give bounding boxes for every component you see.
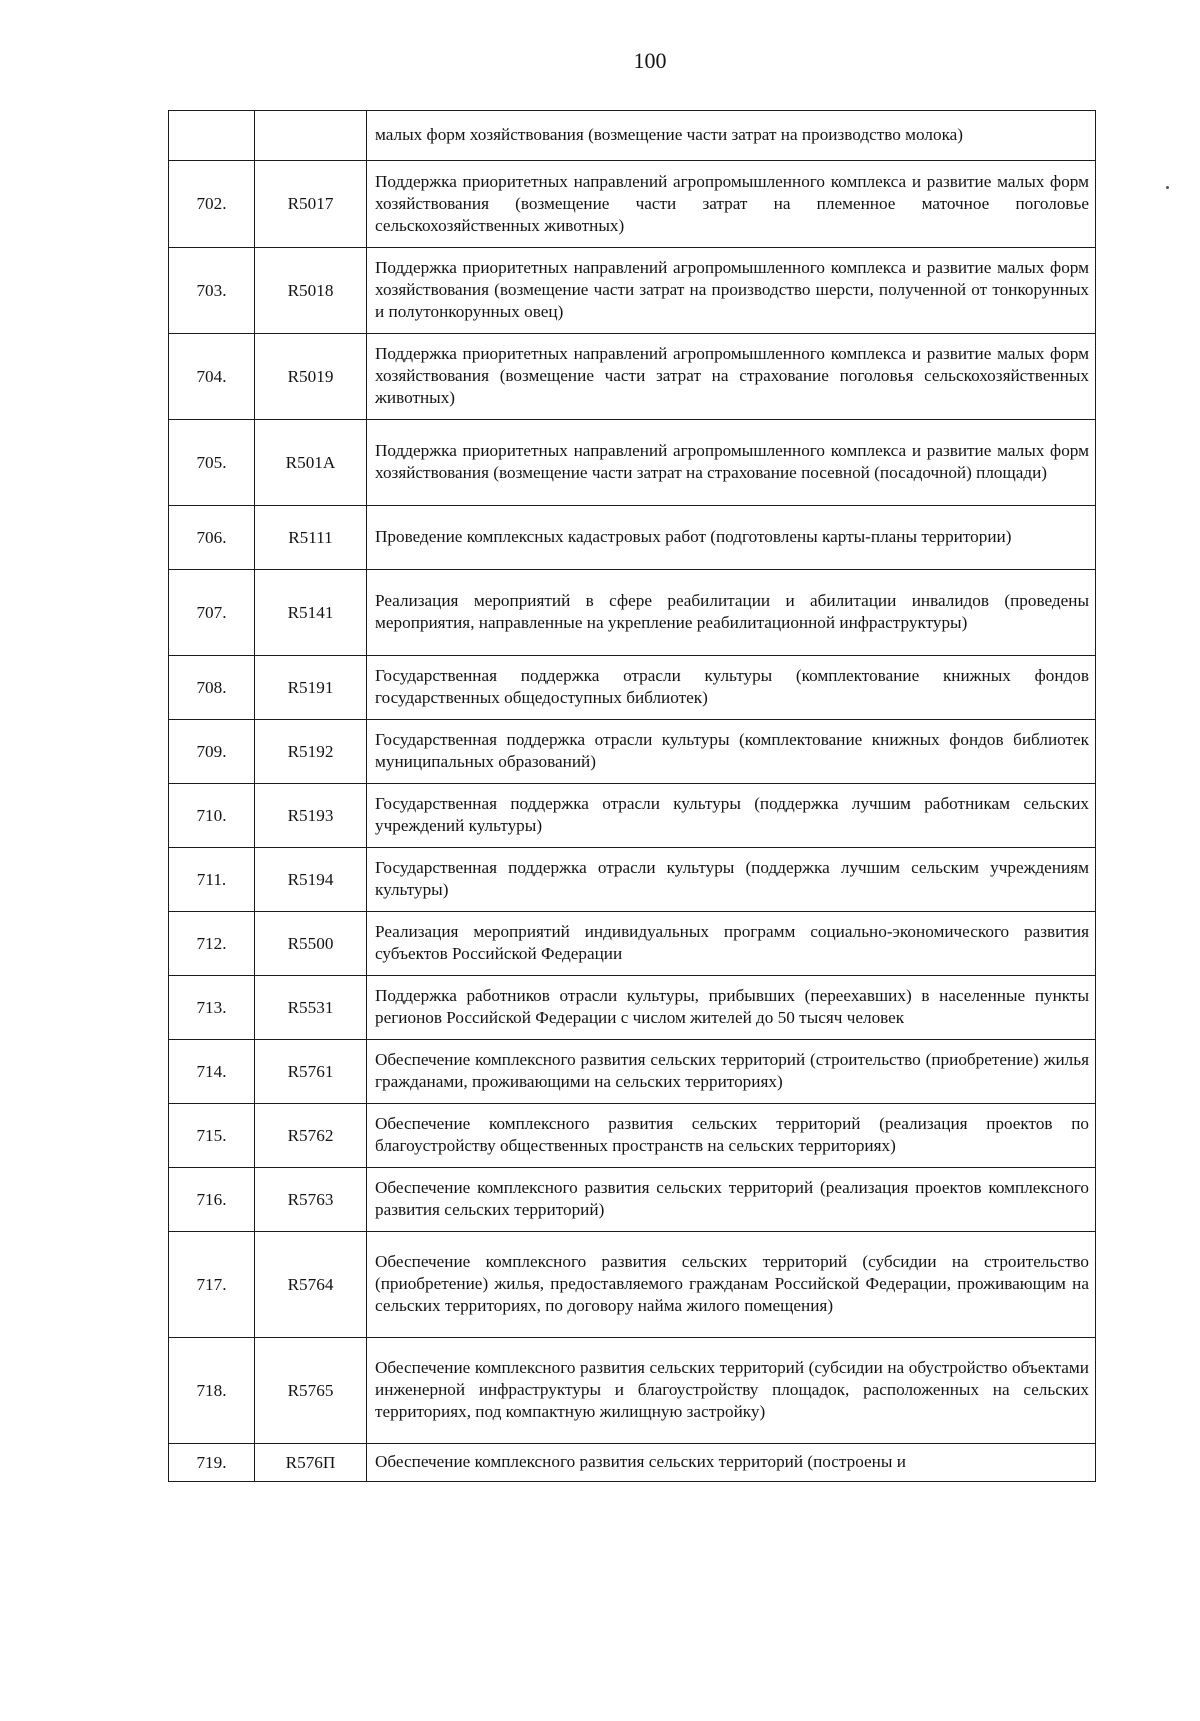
row-description: Обеспечение комплексного развития сельских территорий (субсидии на обустройство объектами инженерной инфраструктуры и благоустройству площадок, расположенных на сельских территориях, под компактную жилищную застройку) (367, 1338, 1096, 1444)
row-code: R501A (255, 420, 367, 506)
table-row (169, 976, 1096, 1040)
row-number: 714. (169, 1040, 255, 1104)
row-number: 717. (169, 1232, 255, 1338)
row-code: R5765 (255, 1338, 367, 1444)
table-row (169, 248, 1096, 334)
row-code: R5194 (255, 848, 367, 912)
row-code: R5193 (255, 784, 367, 848)
row-number: 711. (169, 848, 255, 912)
row-description: Государственная поддержка отрасли культуры (комплектование книжных фондов государственных общедоступных библиотек) (367, 656, 1096, 720)
row-number: 706. (169, 506, 255, 570)
table-row (169, 912, 1096, 976)
row-code: R576П (255, 1444, 367, 1482)
row-code: R5761 (255, 1040, 367, 1104)
row-code: R5141 (255, 570, 367, 656)
row-number: 707. (169, 570, 255, 656)
page-number: 100 (633, 48, 667, 73)
row-description: Обеспечение комплексного развития сельских территорий (строительство (приобретение) жилья гражданами, проживающими на сельских территориях) (367, 1040, 1096, 1104)
row-description: Поддержка приоритетных направлений агропромышленного комплекса и развитие малых форм хозяйствования (возмещение части затрат на страхование поголовья сельскохозяйственных животных) (367, 334, 1096, 420)
row-code: R5531 (255, 976, 367, 1040)
row-code: R5019 (255, 334, 367, 420)
table-row (169, 1338, 1096, 1444)
row-number: 708. (169, 656, 255, 720)
table-row (169, 111, 1096, 161)
row-number: 709. (169, 720, 255, 784)
table-row (169, 848, 1096, 912)
row-number (169, 111, 255, 161)
row-number: 718. (169, 1338, 255, 1444)
row-number: 713. (169, 976, 255, 1040)
row-number: 719. (169, 1444, 255, 1482)
row-description: Государственная поддержка отрасли культуры (поддержка лучшим работникам сельских учреждений культуры) (367, 784, 1096, 848)
row-code: R5018 (255, 248, 367, 334)
row-description: Поддержка приоритетных направлений агропромышленного комплекса и развитие малых форм хозяйствования (возмещение части затрат на страхование посевной (посадочной) площади) (367, 420, 1096, 506)
budget-classification-table (168, 110, 1096, 1482)
table-row (169, 1444, 1096, 1482)
row-description: Поддержка работников отрасли культуры, прибывших (переехавших) в населенные пункты регионов Российской Федерации с числом жителей до 50 тысяч человек (367, 976, 1096, 1040)
row-code (255, 111, 367, 161)
row-code: R5017 (255, 161, 367, 248)
row-number: 712. (169, 912, 255, 976)
row-description: малых форм хозяйствования (возмещение части затрат на производство молока) (367, 111, 1096, 161)
row-description: Обеспечение комплексного развития сельских территорий (реализация проектов комплексного развития сельских территорий) (367, 1168, 1096, 1232)
row-description: Поддержка приоритетных направлений агропромышленного комплекса и развитие малых форм хозяйствования (возмещение части затрат на племенное маточное поголовье сельскохозяйственных животных) (367, 161, 1096, 248)
row-description: Проведение комплексных кадастровых работ (подготовлены карты-планы территории) (367, 506, 1096, 570)
row-code: R5500 (255, 912, 367, 976)
scan-speck (1166, 186, 1169, 189)
row-code: R5111 (255, 506, 367, 570)
table-row (169, 1232, 1096, 1338)
table-row (169, 784, 1096, 848)
row-description: Государственная поддержка отрасли культуры (комплектование книжных фондов библиотек муниципальных образований) (367, 720, 1096, 784)
row-number: 702. (169, 161, 255, 248)
row-description: Обеспечение комплексного развития сельских территорий (субсидии на строительство (приобретение) жилья, предоставляемого гражданам Российской Федерации, проживающим на сельских территориях, по договору найма жилого помещения) (367, 1232, 1096, 1338)
row-description: Поддержка приоритетных направлений агропромышленного комплекса и развитие малых форм хозяйствования (возмещение части затрат на производство шерсти, полученной от тонкорунных и полутонкорунных овец) (367, 248, 1096, 334)
row-description: Обеспечение комплексного развития сельских территорий (реализация проектов по благоустройству общественных пространств на сельских территориях) (367, 1104, 1096, 1168)
row-code: R5764 (255, 1232, 367, 1338)
table-row (169, 1104, 1096, 1168)
row-code: R5192 (255, 720, 367, 784)
table-row (169, 420, 1096, 506)
row-number: 703. (169, 248, 255, 334)
table-row (169, 570, 1096, 656)
table-row (169, 1168, 1096, 1232)
row-number: 710. (169, 784, 255, 848)
table-row (169, 720, 1096, 784)
row-number: 705. (169, 420, 255, 506)
row-number: 715. (169, 1104, 255, 1168)
row-number: 704. (169, 334, 255, 420)
row-description: Реализация мероприятий в сфере реабилитации и абилитации инвалидов (проведены мероприятия, направленные на укрепление реабилитационной инфраструктуры) (367, 570, 1096, 656)
table-row (169, 656, 1096, 720)
row-description: Обеспечение комплексного развития сельских территорий (построены и (367, 1444, 1096, 1482)
table-row (169, 1040, 1096, 1104)
row-description: Государственная поддержка отрасли культуры (поддержка лучшим сельским учреждениям культуры) (367, 848, 1096, 912)
row-number: 716. (169, 1168, 255, 1232)
table-row (169, 161, 1096, 248)
table-row (169, 334, 1096, 420)
table-row (169, 506, 1096, 570)
row-description: Реализация мероприятий индивидуальных программ социально-экономического развития субъектов Российской Федерации (367, 912, 1096, 976)
row-code: R5762 (255, 1104, 367, 1168)
row-code: R5191 (255, 656, 367, 720)
row-code: R5763 (255, 1168, 367, 1232)
